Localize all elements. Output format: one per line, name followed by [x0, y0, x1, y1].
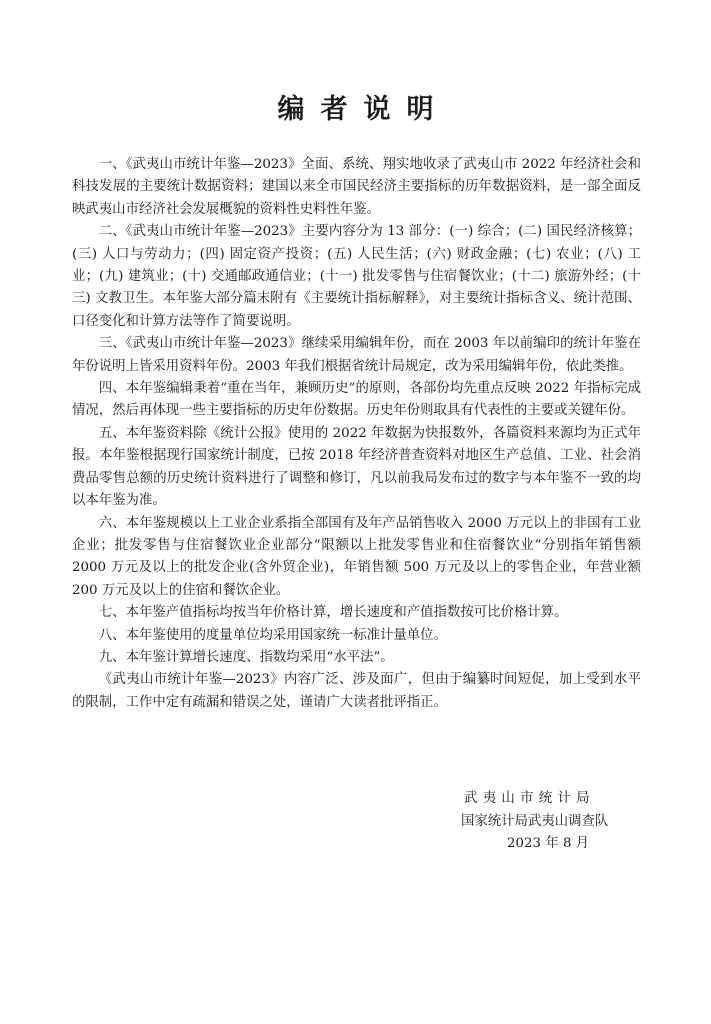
paragraph-1: 一、《武夷山市统计年鉴—2023》全面、系统、翔实地收录了武夷山市 2022 年经济社会和科技发展的主要统计数据资料；建国以来全市国民经济主要指标的历年数据资料，是一部全面反映武夷山市经济社会发展概貌的资料性史料性年鉴。 [72, 157, 641, 217]
paragraph-4: 四、本年鉴编辑秉着“重在当年，兼顾历史”的原则，各部份均先重点反映 2022 年指标完成情况，然后再体现一些主要指标的历史年份数据。历史年份则取具有代表性的主要或关键年份。 [72, 381, 641, 419]
paragraph-2: 二、《武夷山市统计年鉴—2023》主要内容分为 13 部分：(一) 综合；(二) 国民经济核算；(三) 人口与劳动力；(四) 固定资产投资；(五) 人民生活；(六) 财政金融；(七) 农业；(八) 工业；(九) 建筑业；(十) 交通邮政通信业；(十一) 批发零售与住宿餐饮业；(十二) 旅游外经；(十三) 文教卫生。本年鉴大部分篇末附有《主要统计指标解释》，对主要统计指标含义、统计范围、口径变化和计算方法等作了简要说明。 [72, 224, 641, 329]
signature-date: 2023 年 8 月 [507, 836, 590, 851]
paragraph-7: 七、本年鉴产值指标均按当年价格计算，增长速度和产值指数按可比价格计算。 [98, 605, 568, 621]
paragraph-8: 八、本年鉴使用的度量单位均采用国家统一标准计量单位。 [98, 627, 447, 643]
signature-block [455, 788, 655, 856]
paragraph-5: 五、本年鉴资料除《统计公报》使用的 2022 年数据为快报数外，各篇资料来源均为正式年报。本年鉴根据现行国家统计制度，已按 2018 年经济普查资料对地区生产总值、工业、社会消费品零售总额的历史统计资料进行了调整和修订，凡以前我局发布过的数字与本年鉴不一致的均以本年鉴为准。 [72, 425, 641, 509]
paragraph-10: 《武夷山市统计年鉴—2023》内容广泛、涉及面广，但由于编纂时间短促，加上受到水平的限制，工作中定有疏漏和错误之处，谨请广大读者批评指正。 [72, 672, 641, 710]
paragraph-6: 六、本年鉴规模以上工业企业系指全部国有及年产品销售收入 2000 万元以上的非国有工业企业；批发零售与住宿餐饮业企业部分“限额以上批发零售业和住宿餐饮业”分别指年销售额 2000 万元及以上的批发企业(含外贸企业)，年销售额 500 万元及以上的零售企业，年营业额 200 万元及以上的住宿和餐饮企业。 [72, 515, 641, 598]
signature-org-survey-team: 国家统计局武夷山调查队 [461, 813, 609, 829]
page-title: 编者说明 [277, 94, 450, 125]
paragraph-9: 九、本年鉴计算增长速度、指数均采用“水平法”。 [98, 649, 394, 665]
document-body [72, 154, 641, 714]
signature-org-statistics-bureau: 武夷山市统计局 [464, 791, 595, 806]
paragraph-3: 三、《武夷山市统计年鉴—2023》继续采用编辑年份，而在 2003 年以前编印的统计年鉴在年份说明上皆采用资料年份。2003 年我们根据省统计局规定，改为采用编辑年份，依此类推。 [72, 336, 641, 374]
